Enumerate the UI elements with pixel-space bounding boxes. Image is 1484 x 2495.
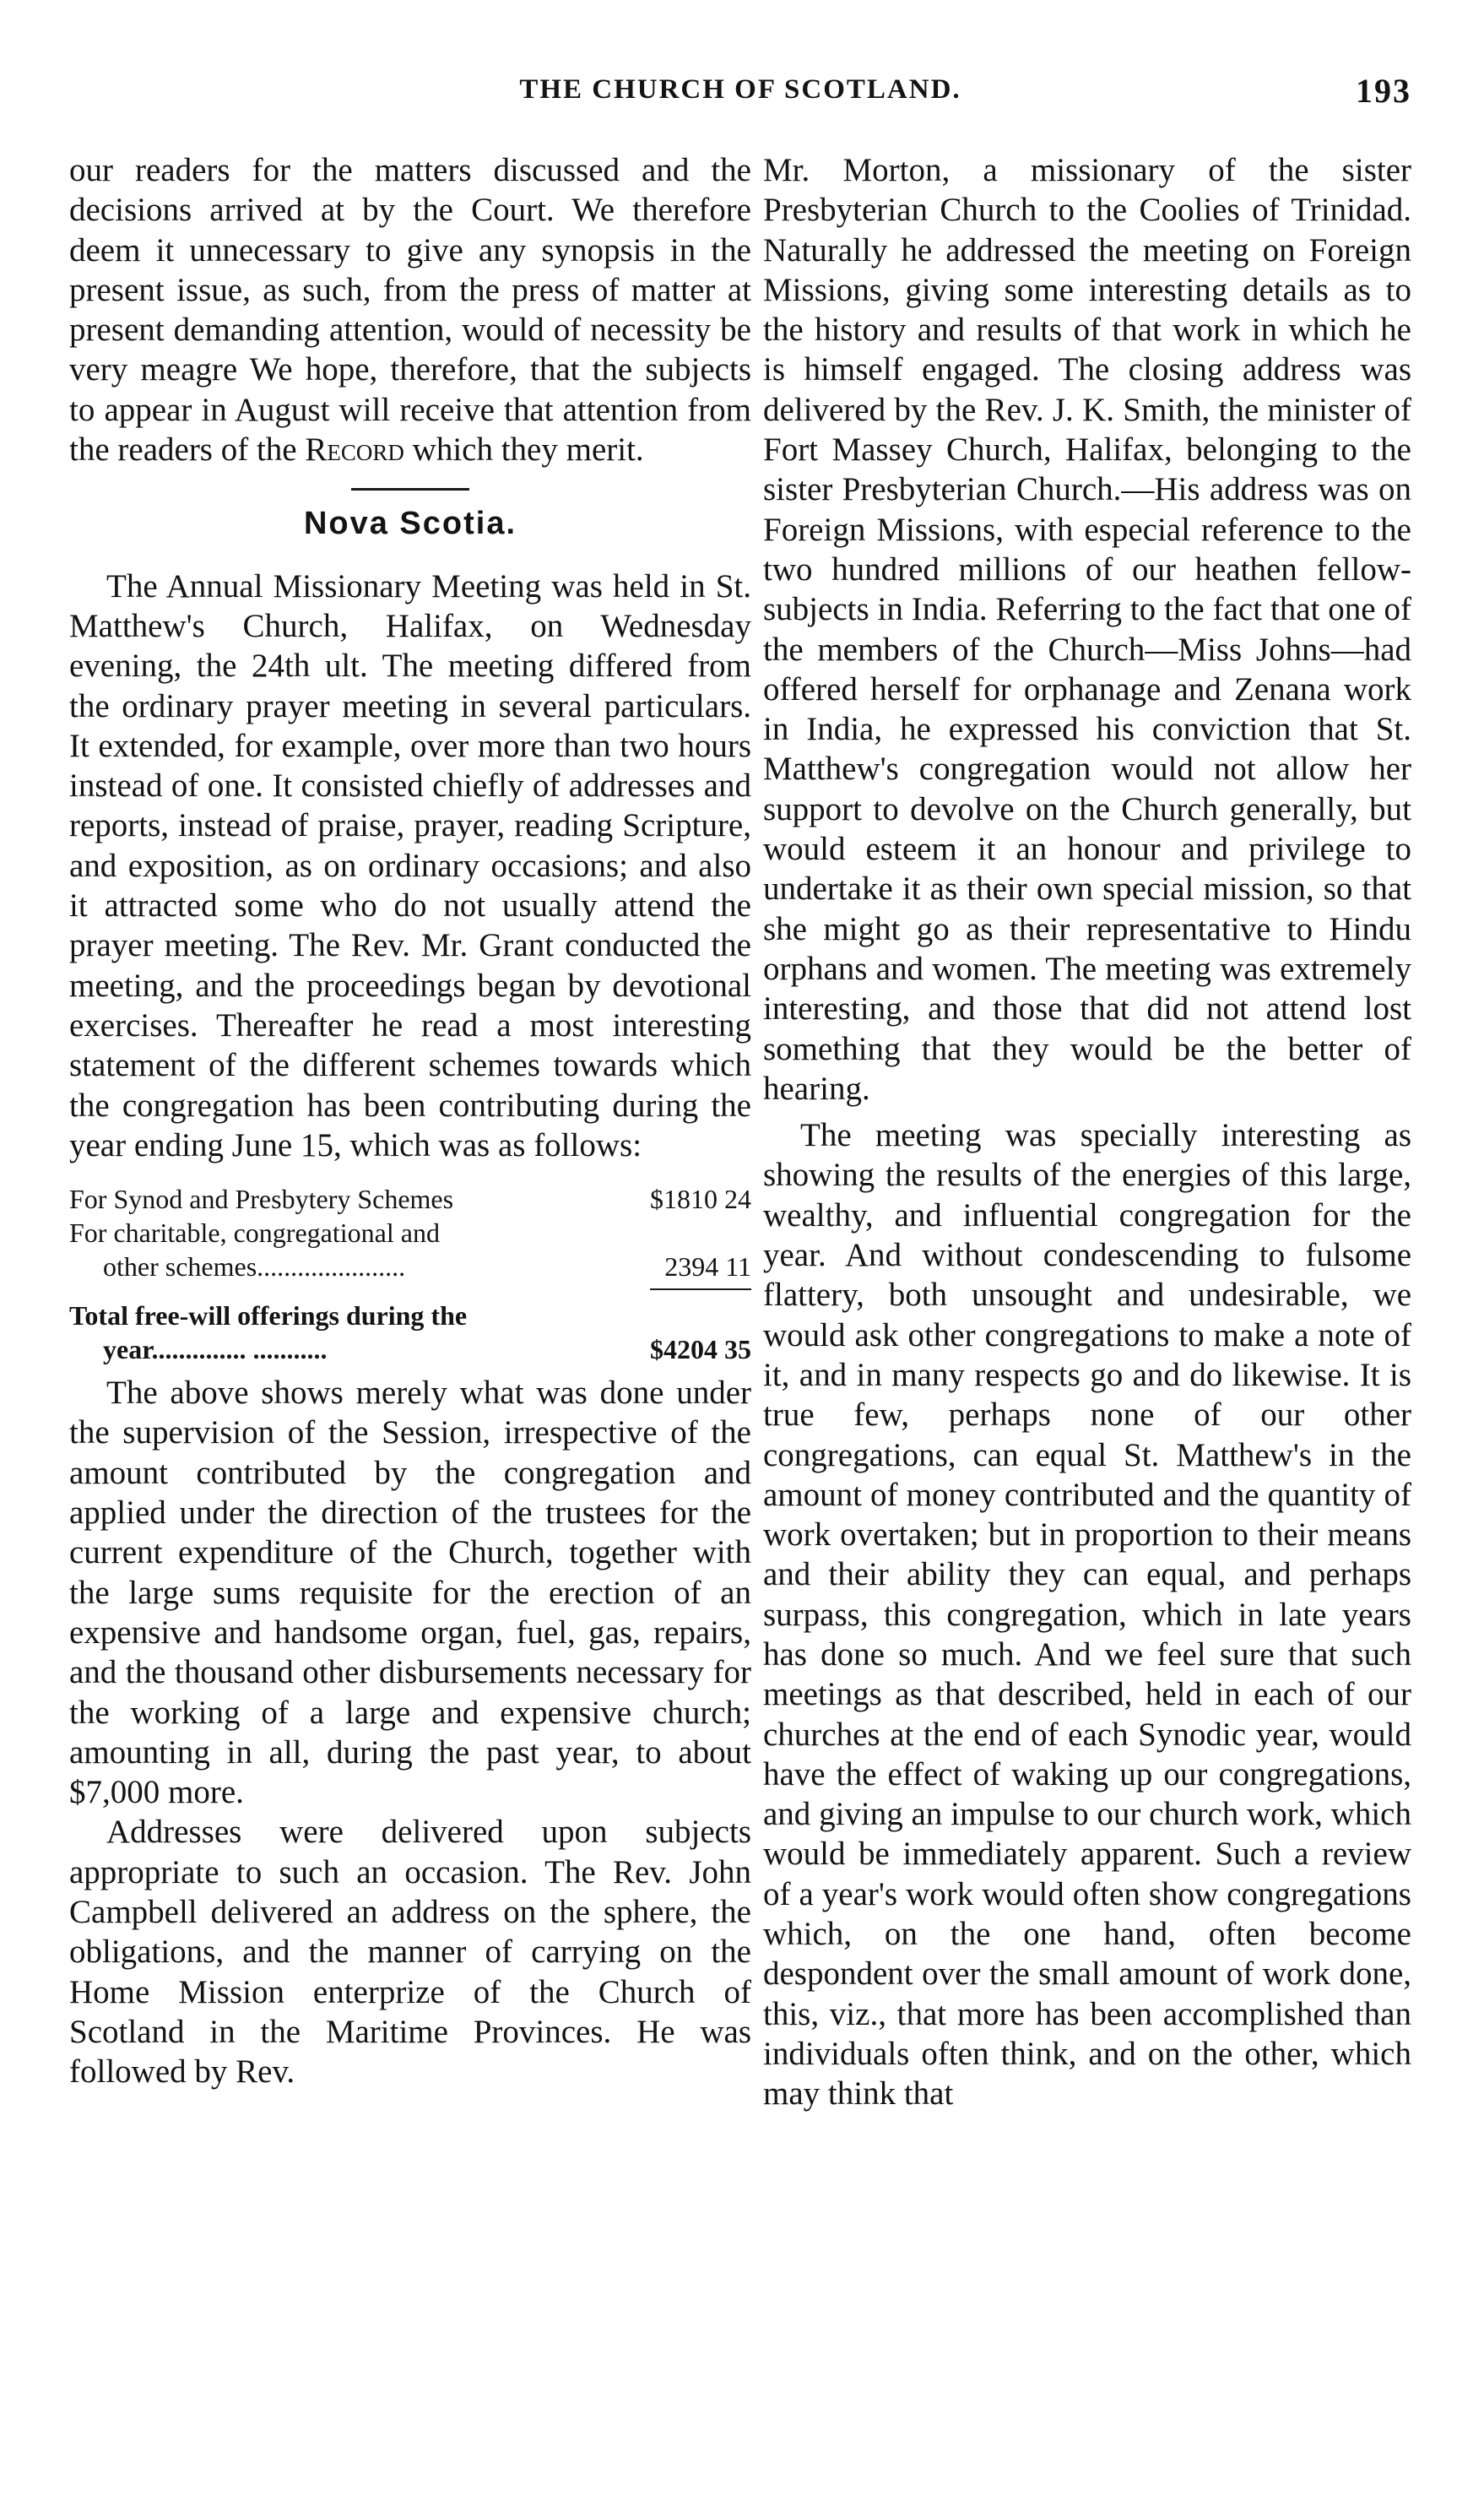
table-total-row (69, 1299, 751, 1332)
paragraph-meeting-results: The meeting was specially interesting as showing the results of the energies of this large, wealthy, and influential congregation for the year. And without condescending to fulsome flattery, both unsought and undesirable, we would ask other congregations to make a note of it, and in many respects go and do likewise. It is true few, perhaps none of our other congregations, can equal St. Matthew's in the amount of money contributed and the quantity of work overtaken; but in proportion to their means and their ability they can equal, and perhaps surpass, this congregation, which in late years has done so much. And we feel sure that such meetings as that described, held in each of our churches at the end of each Synodic year, would have the effect of waking up our congregations, and giving an impulse to our church work, which would be immediately apparent. Such a review of a year's work would often show congregations which, on the one hand, often become despondent over the small amount of work done, this, viz., that more has been accomplished than individuals often think, and on the other, which may think that (763, 1117, 1411, 2113)
table-row (69, 1250, 751, 1283)
table-row-label-continued: other schemes...................... (103, 1251, 406, 1283)
offerings-table (69, 1182, 751, 1366)
running-title: THE CHURCH OF SCOTLAND. (519, 74, 961, 105)
table-row-amount: $1810 24 (650, 1184, 751, 1215)
record-title: Record (305, 431, 404, 469)
paragraph-mr-morton: Mr. Morton, a missionary of the sister Presbyterian Church to the Coolies of Trinidad. Naturally he addressed the meeting on Foreign Missions, giving some interesting details as to the history and results of that work in which he is himself engaged. The closing address was delivered by the Rev. J. K. Smith, the minister of Fort Massey Church, Halifax, belonging to the sister Presbyterian Church.—His address was on Foreign Missions, with especial reference to the two hundred millions of our heathen fellow-subjects in India. Referring to the fact that one of the members of the Church—Miss Johns—had offered herself for orphanage and Zenana work in India, he expressed his conviction that St. Matthew's congregation would not allow her support to devolve on the Church generally, but would esteem it an honour and privilege to undertake it as their own special mission, so that she might go as their representative to Hindu orphans and women. The meeting was extremely interesting, and those that did not attend lost something that they would be the better of hearing. (763, 152, 1411, 1107)
page-number: 193 (1356, 72, 1411, 110)
table-total-label-continued: year.............. ........... (103, 1334, 328, 1365)
total-rule (650, 1288, 751, 1290)
section-heading: Nova Scotia. (303, 506, 517, 542)
paragraph-supervision: The above shows merely what was done under the supervision of the Session, irrespective of the amount contributed by the congregation and applied under the direction of the trustees for the current expenditure of the Church, together with the large sums requisite for the erection of an expensive and handsome organ, fuel, gas, repairs, and the thousand other disbursements necessary for the working of a large and expensive church; amounting in all, during the past year, to about $7,000 more. (69, 1375, 751, 1811)
left-column (69, 150, 751, 2091)
table-row (69, 1182, 751, 1216)
paragraph-missionary-meeting: The Annual Missionary Meeting was held in St. Matthew's Church, Halifax, on Wednesday evening, the 24th ult. The meeting differed from the ordinary prayer meeting in several particulars. It extended, for example, over more than two hours instead of one. It consisted chiefly of addresses and reports, instead of praise, prayer, reading Scripture, and exposition, as on ordinary occasions; and also it attracted some who do not usually attend the prayer meeting. The Rev. Mr. Grant conducted the meeting, and the proceedings began by devotional exercises. Thereafter he read a most interesting statement of the different schemes towards which the congregation has been contributing during the year ending June 15, which was as follows: (69, 567, 751, 1163)
table-row (69, 1216, 751, 1250)
paragraph-addresses: Addresses were delivered upon subjects appropriate to such an occasion. The Rev. John Campbell delivered an address on the sphere, the obligations, and the manner of carrying on the Home Mission enterprize of the Church of Scotland in the Maritime Provinces. He was followed by Rev. (69, 1814, 751, 2091)
table-row-amount: 2394 11 (664, 1251, 751, 1283)
section-divider (351, 488, 469, 491)
page-header (69, 69, 1411, 111)
intro-paragraph (69, 150, 751, 469)
table-total-amount: $4204 35 (650, 1334, 751, 1365)
table-row-label: For Synod and Presbytery Schemes (69, 1184, 454, 1215)
table-total-row (69, 1332, 751, 1366)
right-column (763, 150, 1411, 2114)
intro-text: our readers for the matters discussed and the decisions arrived at by the Court. We therefore deem it unnecessary to give any synopsis in the present issue, as such, from the press of matter at present demanding attention, would of necessity be very meagre We hope, therefore, that the subjects to appear in August will receive that attention from the readers of the (69, 152, 751, 469)
table-total-label: Total free-will offerings during the (69, 1300, 468, 1332)
table-row-label: For charitable, congregational and (69, 1218, 440, 1249)
intro-tail: which they merit. (403, 431, 644, 469)
